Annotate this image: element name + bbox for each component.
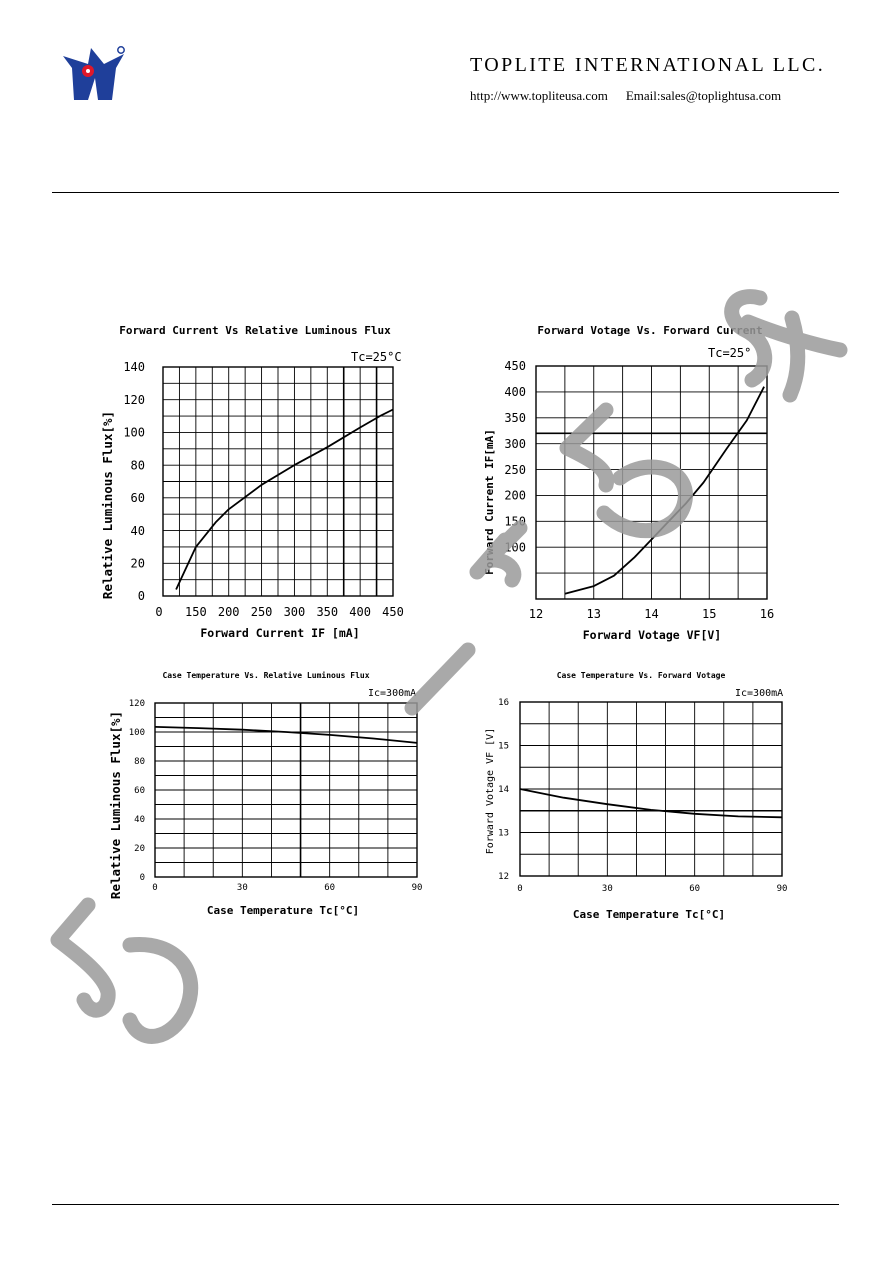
y-tick-label: 60 — [134, 786, 145, 797]
forward-current-vs-flux-chart — [95, 315, 425, 650]
x-tick-label: 60 — [324, 883, 336, 893]
x-tick-label: 450 — [382, 605, 404, 619]
y-tick-label: 0 — [139, 873, 145, 884]
header-divider — [52, 192, 839, 193]
y-tick-label: 40 — [130, 523, 145, 538]
case-temperature-vs-voltage-chart — [480, 665, 810, 925]
company-name: TOPLITE INTERNATIONAL LLC. — [470, 54, 826, 76]
toplite-logo-icon — [60, 44, 130, 104]
y-tick-label: 200 — [504, 488, 526, 503]
footer-divider — [52, 1204, 839, 1205]
y-tick-label: 150 — [504, 514, 526, 529]
chart-title: Forward Votage Vs. Forward Current — [537, 324, 763, 337]
x-axis-label: Case Temperature Tc[°C] — [572, 908, 726, 921]
x-tick-label: 400 — [349, 605, 371, 619]
x-tick-label: 12 — [528, 607, 544, 621]
x-axis-label: Case Temperature Tc[°C] — [206, 904, 360, 917]
series-line — [155, 727, 417, 743]
chart-title: Case Temperature Vs. Relative Luminous Flux — [162, 671, 370, 680]
chart-annotation: Tc=25° — [708, 346, 752, 360]
x-tick-label: 200 — [217, 605, 240, 619]
x-tick-label: 0 — [152, 883, 158, 893]
email-link[interactable]: Email:sales@toplightusa.com — [625, 88, 782, 103]
y-tick-label: 20 — [130, 556, 145, 571]
x-tick-label: 0 — [155, 605, 163, 619]
x-tick-label: 30 — [236, 883, 248, 893]
x-tick-label: 90 — [411, 883, 423, 893]
y-tick-label: 14 — [498, 785, 509, 796]
plot-area — [123, 360, 404, 619]
x-tick-label: 350 — [316, 605, 339, 619]
y-tick-label: 350 — [504, 410, 526, 425]
x-tick-label: 16 — [759, 607, 775, 621]
y-tick-label: 100 — [504, 540, 526, 555]
x-tick-label: 14 — [644, 607, 659, 621]
case-temperature-vs-flux-chart — [100, 665, 430, 925]
x-tick-label: 300 — [283, 605, 306, 619]
forward-voltage-vs-current-chart — [480, 315, 810, 650]
y-tick-label: 15 — [498, 741, 509, 752]
y-tick-label: 450 — [504, 359, 526, 374]
y-tick-label: 0 — [137, 589, 145, 604]
y-tick-label: 60 — [130, 491, 145, 506]
y-axis-label: Relative Luminous Flux[%] — [100, 410, 115, 600]
y-tick-label: 13 — [498, 828, 509, 839]
y-tick-label: 80 — [134, 757, 145, 768]
x-tick-label: 15 — [702, 607, 717, 621]
y-axis-label: Forward Votage VF [V] — [485, 727, 496, 855]
x-tick-label: 60 — [689, 884, 701, 894]
y-axis-label: Relative Luminous Flux[%] — [108, 710, 123, 900]
chart-annotation: Ic=300mA — [368, 688, 417, 699]
y-tick-label: 20 — [134, 844, 145, 855]
chart-title: Forward Current Vs Relative Luminous Flux — [119, 324, 391, 337]
plot-area — [129, 699, 423, 893]
x-tick-label: 30 — [601, 884, 613, 894]
y-tick-label: 40 — [134, 815, 145, 826]
x-tick-label: 13 — [586, 607, 601, 621]
x-axis-label: Forward Votage VF[V] — [582, 628, 722, 642]
contact-line — [470, 88, 781, 104]
y-tick-label: 400 — [504, 385, 526, 400]
y-tick-label: 120 — [128, 699, 145, 710]
x-tick-label: 250 — [250, 605, 273, 619]
chart-title: Case Temperature Vs. Forward Votage — [556, 671, 726, 680]
y-tick-label: 100 — [123, 425, 145, 440]
y-tick-label: 120 — [123, 392, 145, 407]
y-tick-label: 12 — [498, 872, 509, 883]
y-tick-label: 80 — [130, 458, 145, 473]
website-link[interactable]: http://www.topliteusa.com — [470, 88, 608, 103]
y-tick-label: 16 — [498, 698, 509, 709]
x-tick-label: 150 — [185, 605, 207, 619]
plot-area — [504, 359, 774, 621]
y-tick-label: 100 — [128, 728, 145, 739]
y-tick-label: 300 — [504, 436, 526, 451]
y-tick-label: 250 — [504, 462, 526, 477]
chart-annotation: Ic=300mA — [735, 688, 784, 699]
x-axis-label: Forward Current IF [mA] — [200, 626, 360, 640]
x-tick-label: 0 — [517, 884, 523, 894]
x-tick-label: 90 — [776, 884, 788, 894]
y-axis-label: Forward Current IF[mA] — [483, 429, 496, 575]
series-line — [520, 789, 782, 817]
chart-annotation: Tc=25°C — [351, 350, 402, 364]
y-tick-label: 140 — [123, 360, 145, 375]
plot-area — [498, 698, 787, 894]
